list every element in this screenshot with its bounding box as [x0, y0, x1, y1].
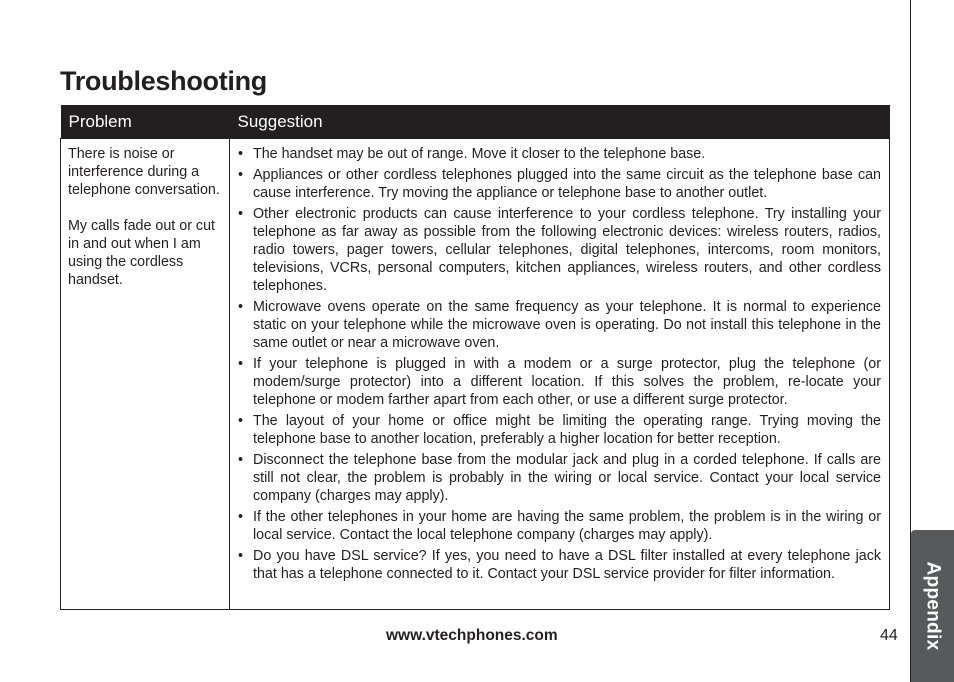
table-header-row	[61, 105, 890, 139]
list-item: • Other electronic products can cause interference to your cordless telephone. Try installing your telephone as far away as possible from the following electronic devices: wireless routers, radios, radio towers, pager towers, cellular telephones, digital telephones, intercoms, room monitors, televisions, VCRs, personal computers, kitchen appliances, wireless routers, and other cordless telephones.	[236, 205, 881, 295]
problem-fade: My calls fade out or cut in and out when I am using the cordless handset.	[68, 218, 216, 288]
list-item: • Disconnect the telephone base from the modular jack and plug in a corded telephone. If calls are still not clear, the problem is probably in the wiring or local service. Contact your local service company (charges may apply).	[236, 451, 881, 505]
suggestion-cell	[230, 139, 890, 610]
list-item: • Microwave ovens operate on the same frequency as your telephone. It is normal to experience static on your telephone while the microwave oven is operating. Do not install this telephone in the same outlet or near a microwave oven.	[236, 298, 881, 352]
footer-url: www.vtechphones.com	[386, 627, 558, 644]
problem-cell	[61, 139, 230, 610]
appendix-tab	[911, 530, 954, 682]
page-number: 44	[880, 627, 898, 644]
problem-noise: There is noise or interference during a telephone conversation.	[68, 146, 220, 198]
header-problem: Problem	[61, 105, 230, 139]
list-item: • The layout of your home or office might be limiting the operating range. Trying moving the telephone base to another location, preferably a higher location for better reception.	[236, 412, 881, 448]
suggestion-list	[236, 145, 881, 583]
list-item: • Appliances or other cordless telephones plugged into the same circuit as the telephone base can cause interference. Try moving the appliance or telephone base to another outlet.	[236, 166, 881, 202]
troubleshooting-table	[60, 105, 890, 610]
appendix-tab-label: Appendix	[922, 561, 944, 651]
list-item: • If your telephone is plugged in with a modem or a surge protector, plug the telephone (or modem/surge protector) into a different location. If this solves the problem, re-locate your telephone or modem farther apart from each other, or use a different surge protector.	[236, 355, 881, 409]
header-suggestion: Suggestion	[230, 105, 890, 139]
list-item: • If the other telephones in your home are having the same problem, the problem is in the wiring or local service. Contact the local telephone company (charges may apply).	[236, 508, 881, 544]
table-row	[61, 139, 890, 610]
page-title: Troubleshooting	[60, 66, 267, 96]
list-item: • The handset may be out of range. Move it closer to the telephone base.	[236, 145, 881, 163]
list-item: • Do you have DSL service? If yes, you need to have a DSL filter installed at every telephone jack that has a telephone connected to it. Contact your DSL service provider for filter information.	[236, 547, 881, 583]
